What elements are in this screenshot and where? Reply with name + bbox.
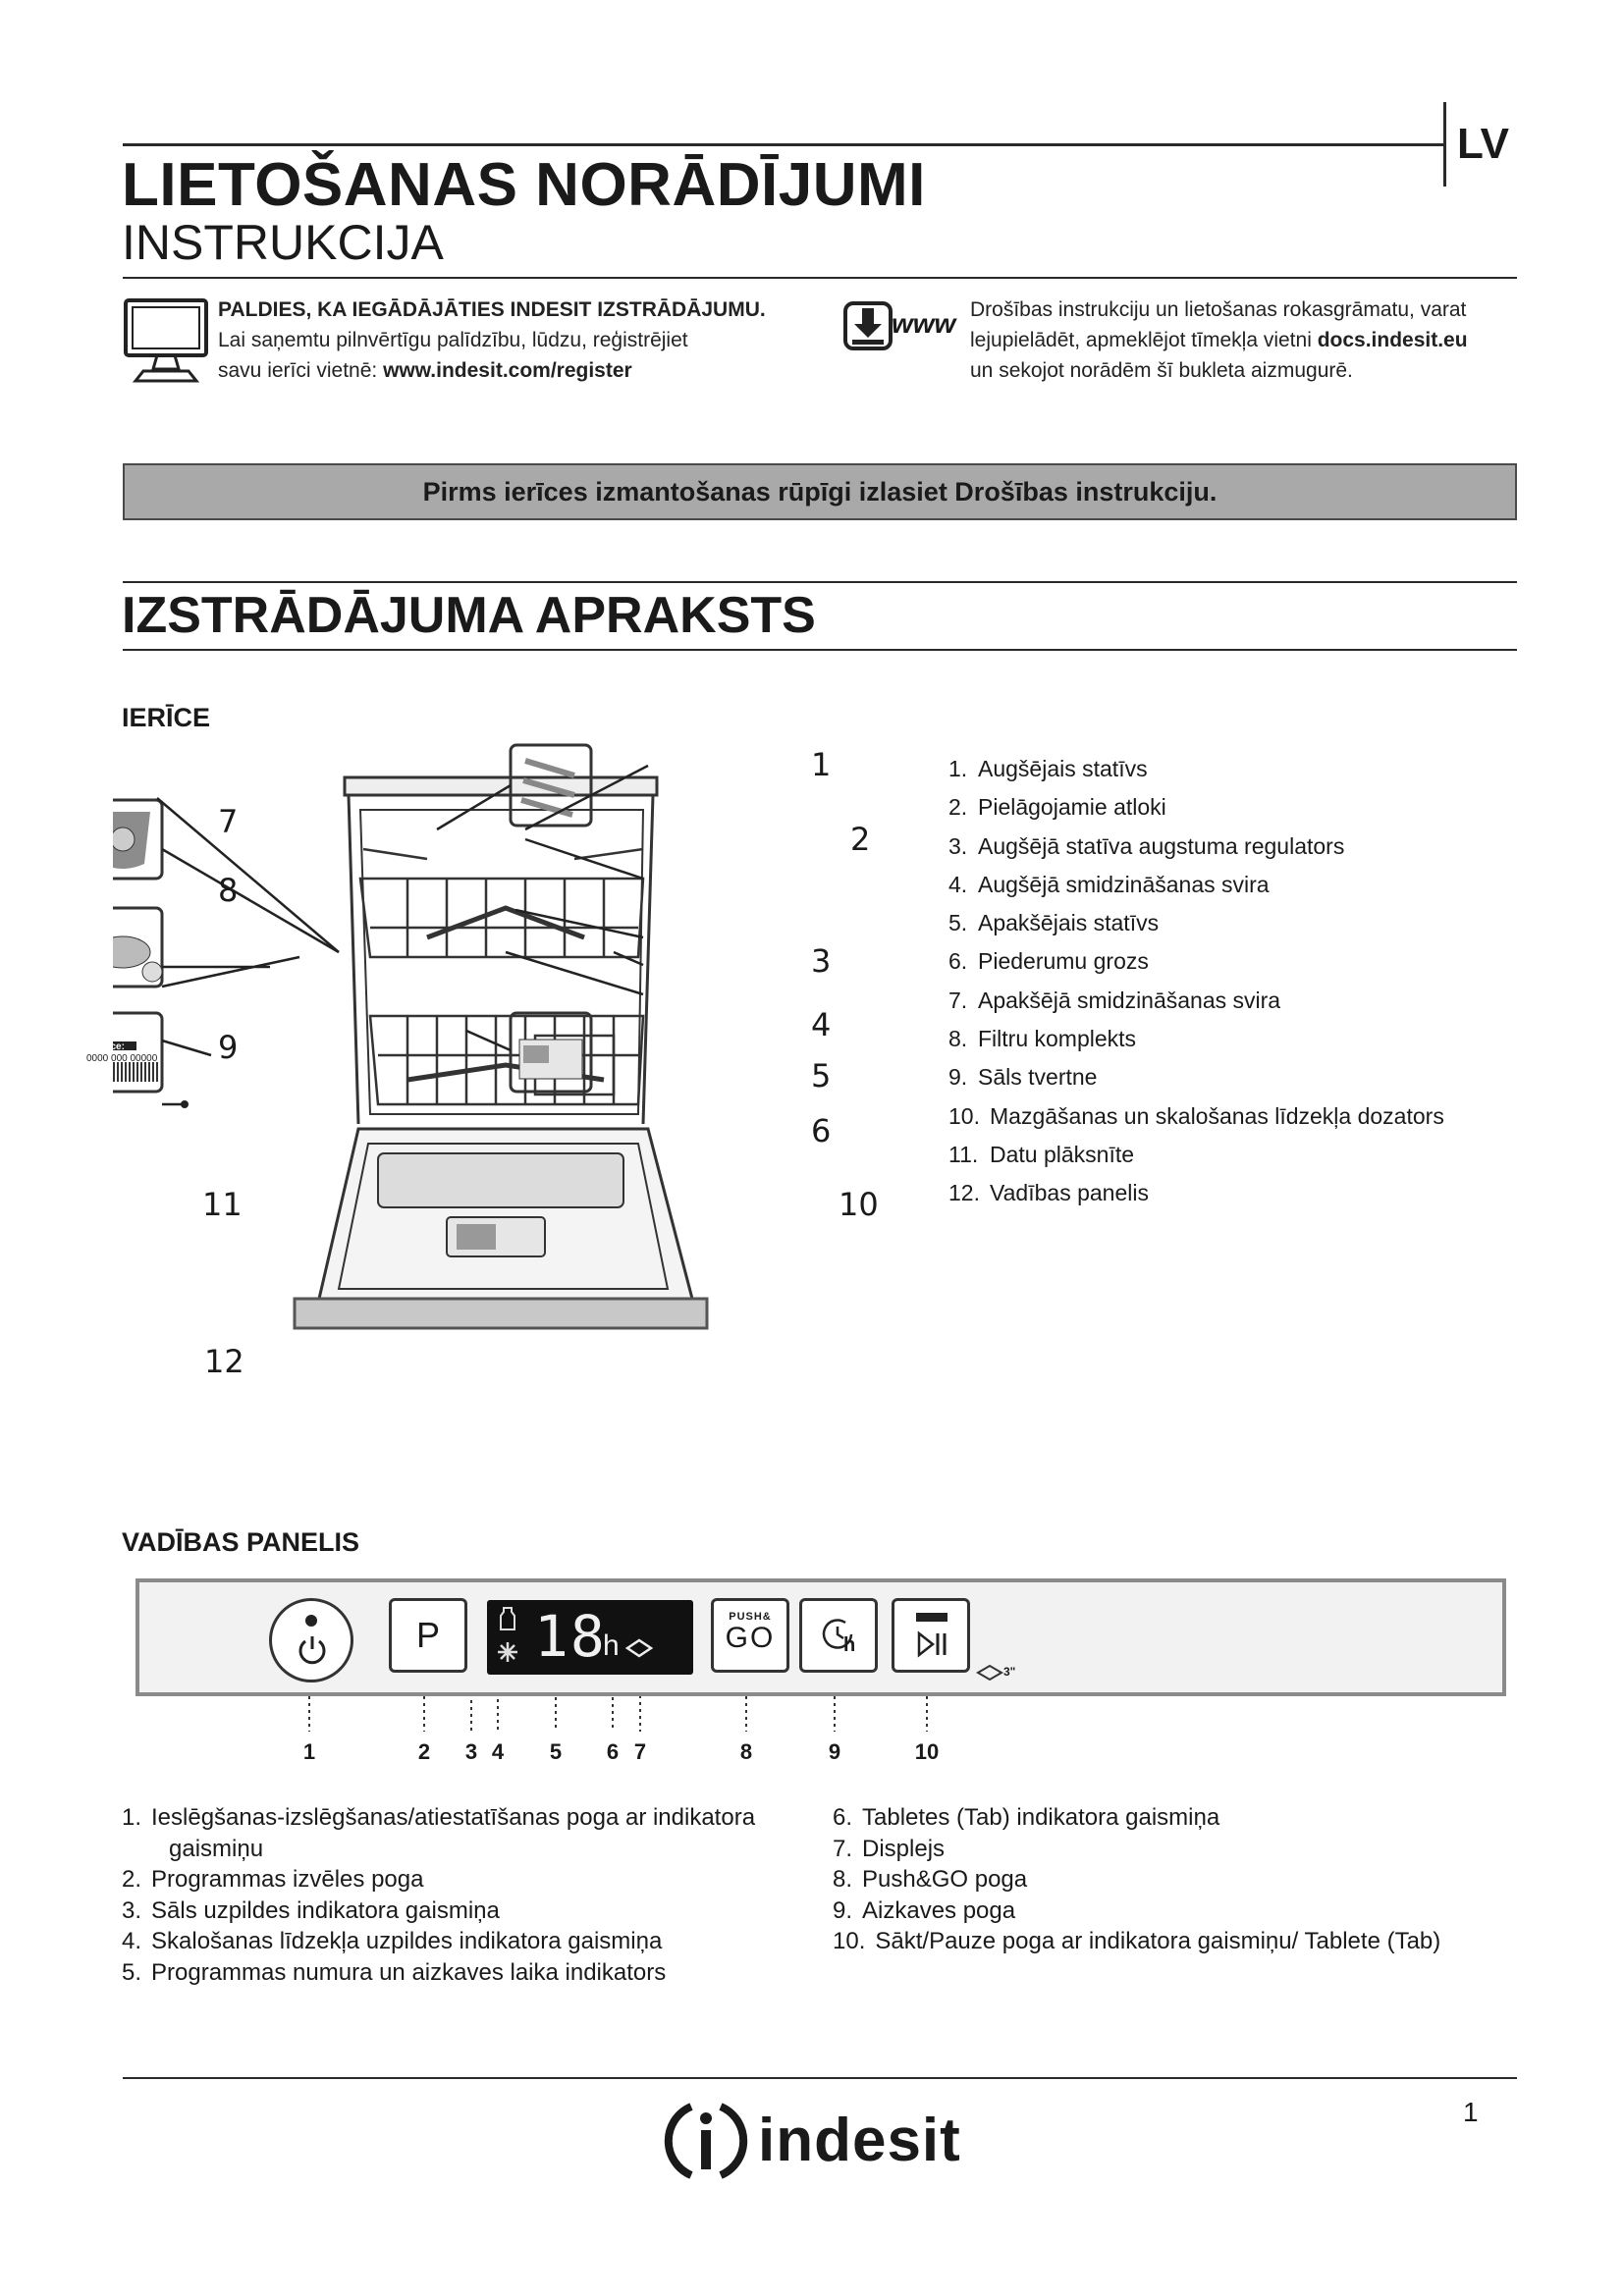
- control-legend-label: Skalošanas līdzekļa uzpildes indikatora gaismiņa: [151, 1928, 663, 1954]
- cabinet-outline: [349, 795, 653, 1124]
- panel-num-10: 10: [914, 1739, 940, 1764]
- program-button[interactable]: [389, 1598, 467, 1673]
- callout-12: 12: [204, 1343, 244, 1380]
- register-line1: Lai saņemtu pilnvērtīgu palīdzību, lūdzu, reģistrējiet: [218, 329, 688, 351]
- appliance-part-number: 9.: [948, 1064, 968, 1091]
- lower-rack: [370, 1016, 643, 1104]
- delay-button-label: h: [843, 1634, 856, 1656]
- download-arrow-icon: [842, 300, 893, 351]
- control-panel-heading: VADĪBAS PANELIS: [122, 1527, 360, 1557]
- appliance-part-label: Sāls tvertne: [978, 1064, 1098, 1091]
- start-pause-indicator-light: [916, 1613, 947, 1622]
- control-legend-label: Sākt/Pauze poga ar indikatora gaismiņu/ Tablete (Tab): [875, 1928, 1441, 1954]
- docs-link[interactable]: docs.indesit.eu: [1317, 329, 1468, 351]
- control-panel-frame: [135, 1578, 1506, 1696]
- download-line1: Drošības instrukciju un lietošanas rokasgrāmatu, varat: [970, 298, 1467, 321]
- inset-salt-reservoir: [113, 908, 162, 987]
- start-pause-button[interactable]: [892, 1598, 970, 1673]
- appliance-part-item: [948, 1136, 1444, 1174]
- register-info: [218, 294, 827, 386]
- register-link[interactable]: www.indesit.com/register: [383, 359, 632, 382]
- section-top-rule: [123, 581, 1517, 583]
- power-icon: [296, 1632, 329, 1666]
- appliance-part-label: Datu plāksnīte: [990, 1141, 1135, 1167]
- control-legend-item: [122, 1864, 809, 1896]
- appliance-part-number: 8.: [948, 1026, 968, 1052]
- www-label: www: [892, 308, 956, 339]
- panel-num-1: 1: [302, 1739, 316, 1764]
- section-bottom-rule: [123, 649, 1517, 651]
- language-code: LV: [1457, 120, 1509, 168]
- callout-7: 7: [218, 803, 239, 840]
- callout-6: 6: [811, 1112, 832, 1149]
- appliance-part-number: 1.: [948, 756, 968, 781]
- display-digits: 18: [534, 1603, 607, 1670]
- callout-8: 8: [218, 872, 239, 909]
- control-legend-label: Ieslēgšanas-izslēgšanas/atiestatīšanas poga ar indikatora: [151, 1804, 756, 1831]
- download-info: [970, 294, 1540, 386]
- display: [487, 1600, 693, 1675]
- register-heading: PALDIES, KA IEGĀDĀJĀTIES INDESIT IZSTRĀDĀJUMU.: [218, 298, 766, 321]
- header-bottom-rule: [123, 277, 1517, 279]
- leader-10: [466, 1031, 511, 1050]
- appliance-part-label: Apakšējais statīvs: [978, 910, 1160, 936]
- control-legend-item: [122, 1802, 809, 1834]
- safety-banner: Pirms ierīces izmantošanas rūpīgi izlasiet Drošības instrukciju.: [123, 463, 1517, 520]
- appliance-part-number: 10.: [948, 1102, 980, 1129]
- control-legend-number: [122, 1834, 169, 1865]
- leader-1: [525, 766, 648, 829]
- appliance-part-label: Piederumu grozs: [978, 948, 1149, 975]
- appliance-part-label: Filtru komplekts: [978, 1026, 1137, 1052]
- appliance-part-label: Mazgāšanas un skalošanas līdzekļa dozators: [990, 1102, 1444, 1129]
- appliance-part-number: 4.: [948, 871, 968, 897]
- salt-refill-icon: [497, 1606, 518, 1631]
- appliance-parts-list: [948, 750, 1444, 1213]
- control-legend-label: Push&GO poga: [862, 1866, 1028, 1893]
- power-button[interactable]: [269, 1598, 353, 1682]
- control-legend-number: 8.: [833, 1866, 853, 1893]
- appliance-part-item: [948, 1174, 1444, 1212]
- play-pause-icon: [916, 1630, 949, 1658]
- panel-num-7: 7: [633, 1739, 647, 1764]
- panel-num-3: 3: [464, 1739, 478, 1764]
- panel-leader-lines: [0, 1696, 1624, 1735]
- control-legend-number: 5.: [122, 1958, 142, 1986]
- leader-8: [162, 849, 339, 952]
- control-legend-number: 1.: [122, 1804, 142, 1831]
- appliance-part-item: [948, 942, 1444, 981]
- leader-7: [157, 798, 339, 952]
- download-line2: lejupielādēt, apmeklējot tīmekļa vietni docs.indesit.eu: [970, 329, 1468, 351]
- page-number: 1: [1463, 2097, 1479, 2127]
- appliance-part-item: [948, 1020, 1444, 1058]
- appliance-heading: IERĪCE: [122, 703, 211, 732]
- program-button-label: P: [415, 1615, 440, 1655]
- control-legend-label: Programmas izvēles poga: [151, 1866, 424, 1893]
- control-legend-item: [833, 1896, 1520, 1927]
- control-legend-item: [122, 1926, 809, 1957]
- tablet-indicator-icon: [624, 1637, 654, 1659]
- control-legend-number: 10.: [833, 1928, 866, 1954]
- header-lang-divider: [1443, 102, 1446, 187]
- callout-1: 1: [811, 746, 832, 783]
- panel-num-9: 9: [828, 1739, 841, 1764]
- inset-rating-plate: [113, 1013, 162, 1092]
- control-legend-item: [833, 1802, 1520, 1834]
- control-legend-left: [122, 1802, 809, 1988]
- appliance-part-item: [948, 1097, 1444, 1136]
- panel-num-5: 5: [549, 1739, 563, 1764]
- appliance-part-label: Vadības panelis: [990, 1180, 1149, 1206]
- computer-monitor-icon: [122, 296, 210, 385]
- control-legend-item: [122, 1896, 809, 1927]
- leader-9: [162, 957, 299, 987]
- control-legend-label: Displejs: [862, 1835, 946, 1862]
- appliance-part-item: [948, 1058, 1444, 1096]
- control-legend-label: Tabletes (Tab) indikatora gaismiņa: [862, 1804, 1220, 1831]
- panel-num-8: 8: [739, 1739, 753, 1764]
- control-legend-item: [833, 1864, 1520, 1896]
- appliance-part-label: Augšējais statīvs: [978, 756, 1148, 781]
- panel-num-6: 6: [606, 1739, 620, 1764]
- page-title: LIETOŠANAS NORĀDĪJUMI: [122, 151, 926, 219]
- tab-hint-icon: [976, 1663, 1005, 1682]
- leader-11: [162, 1041, 211, 1055]
- push-go-button[interactable]: [711, 1598, 789, 1673]
- footer-rule: [123, 2077, 1517, 2079]
- appliance-part-label: Augšējā smidzināšanas svira: [978, 871, 1270, 897]
- download-line3: un sekojot norādēm šī bukleta aizmugurē.: [970, 359, 1353, 382]
- control-legend-label: Programmas numura un aizkaves laika indikators: [151, 1958, 667, 1986]
- section-title: IZSTRĀDĀJUMA APRAKSTS: [122, 587, 816, 644]
- control-panel-strip: [295, 1299, 707, 1328]
- control-legend-item: [833, 1926, 1520, 1957]
- appliance-part-label: Apakšējā smidzināšanas svira: [978, 987, 1281, 1013]
- panel-num-4: 4: [491, 1739, 505, 1764]
- callout-4: 4: [811, 1006, 832, 1043]
- rinse-aid-icon: [495, 1639, 520, 1665]
- callout-3: 3: [811, 942, 832, 980]
- appliance-part-number: 11.: [948, 1141, 979, 1167]
- callout-9: 9: [218, 1029, 239, 1066]
- callout-2: 2: [850, 821, 871, 858]
- appliance-part-number: 2.: [948, 794, 968, 821]
- inset-dispenser: [511, 1013, 591, 1092]
- control-legend-number: 9.: [833, 1896, 853, 1924]
- indesit-logo: [664, 2099, 978, 2183]
- control-legend-item: [833, 1834, 1520, 1865]
- page-subtitle: INSTRUKCIJA: [122, 215, 444, 270]
- leader-6: [506, 952, 643, 994]
- appliance-part-label: Pielāgojamie atloki: [978, 794, 1166, 821]
- control-legend-label: Aizkaves poga: [862, 1896, 1016, 1924]
- upper-spray-arm: [427, 908, 584, 937]
- rating-plate-code: 0000 000 00000: [86, 1053, 158, 1064]
- appliance-part-item: [948, 750, 1444, 788]
- appliance-part-number: 7.: [948, 987, 968, 1013]
- callout-5: 5: [811, 1057, 832, 1095]
- indesit-logo-mark: [664, 2099, 748, 2183]
- register-line2: savu ierīci vietnē: www.indesit.com/register: [218, 359, 632, 382]
- control-legend-right: [833, 1802, 1520, 1957]
- rating-plate-label: Service:: [86, 1042, 125, 1051]
- tab-hint-label: 3": [1003, 1665, 1016, 1679]
- power-indicator-light: [305, 1615, 317, 1627]
- control-legend-item: [122, 1834, 809, 1865]
- header-top-rule: [123, 143, 1443, 146]
- control-legend-number: 3.: [122, 1896, 142, 1924]
- control-legend-number: 6.: [833, 1804, 853, 1831]
- control-legend-number: 7.: [833, 1835, 853, 1862]
- control-legend-item: [122, 1957, 809, 1989]
- panel-num-2: 2: [417, 1739, 431, 1764]
- control-legend-number: 2.: [122, 1866, 142, 1893]
- callout-10: 10: [839, 1186, 879, 1223]
- appliance-part-item: [948, 788, 1444, 827]
- display-unit: h: [603, 1629, 620, 1662]
- appliance-part-item: [948, 828, 1444, 866]
- push-go-top-label: PUSH&: [729, 1611, 772, 1623]
- appliance-part-item: [948, 982, 1444, 1020]
- inset-filter: [113, 800, 162, 879]
- appliance-part-number: 12.: [948, 1180, 980, 1206]
- callout-11: 11: [202, 1186, 243, 1223]
- control-legend-number: 4.: [122, 1928, 142, 1954]
- delay-button[interactable]: [799, 1598, 878, 1673]
- control-legend-label: Sāls uzpildes indikatora gaismiņa: [151, 1896, 500, 1924]
- push-go-bottom-label: GO: [725, 1622, 776, 1654]
- appliance-part-number: 6.: [948, 948, 968, 975]
- control-legend-label: gaismiņu: [169, 1835, 264, 1862]
- appliance-part-number: 5.: [948, 910, 968, 936]
- appliance-part-label: Augšējā statīva augstuma regulators: [978, 832, 1345, 859]
- indesit-logo-text: indesit: [758, 2107, 961, 2174]
- leader-3: [525, 839, 643, 879]
- appliance-part-item: [948, 904, 1444, 942]
- appliance-part-number: 3.: [948, 832, 968, 859]
- appliance-part-item: [948, 866, 1444, 904]
- download-www-icon: [842, 300, 958, 353]
